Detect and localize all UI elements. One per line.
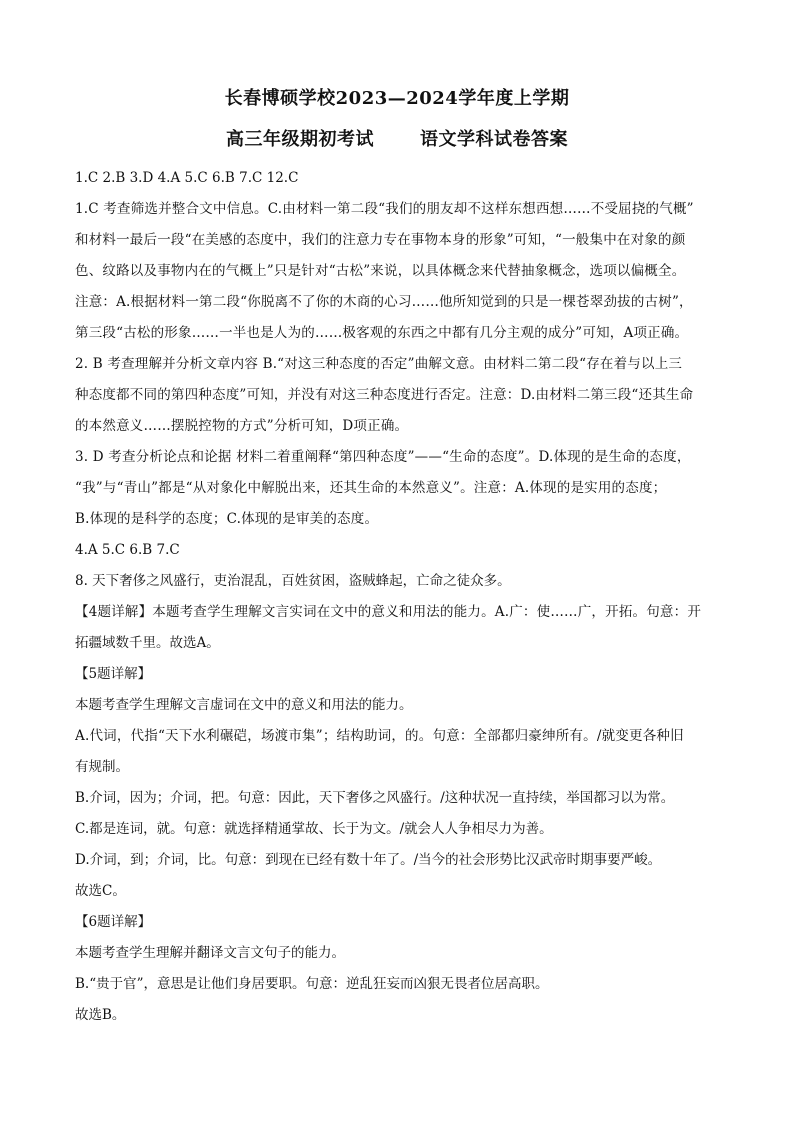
text-line: 的本然意义……摆脱控物的方式”分析可知，D项正确。 [75, 418, 409, 434]
text-line: 故选B。 [75, 1007, 126, 1023]
text-line: C.都是连词，就。句意：就选择精通掌故、长于为文。/就会人人争相尽力为善。 [75, 821, 553, 837]
subtitle-exam: 高三年级期初考试 [226, 129, 374, 150]
answer-body [75, 163, 725, 1031]
text-line: 1.C 考查筛选并整合文中信息。C.由材料一第二段“我们的朋友却不这样东想西想……不受屈挠的气概” [75, 201, 694, 217]
text-line: 色、纹路以及事物内在的气概上”只是针对“古松”来说，以具体概念来代替抽象概念，选项以偏概全。 [75, 263, 686, 279]
text-line: 【4题详解】本题考查学生理解文言实词在文中的意义和用法的能力。A.广：使……广，开拓。句意：开 [75, 604, 702, 620]
text-line: 第三段“古松的形象……一半也是人为的……极客观的东西之中都有几分主观的成分”可知，A项正确。 [75, 325, 689, 341]
subtitle-subject: 语文学科试卷答案 [420, 129, 568, 150]
text-line: “我”与“青山”都是“从对象化中解脱出来，还其生命的本然意义”。注意：A.体现的是实用的态度； [75, 480, 667, 496]
text-line: D.介词，到；介词，比。句意：到现在已经有数十年了。/当今的社会形势比汉武帝时期事要严峻。 [75, 852, 662, 868]
answer-key-line: 1.C 2.B 3.D 4.A 5.C 6.B 7.C 12.C [75, 170, 299, 186]
text-line: 2. B 考查理解并分析文章内容 B.“对这三种态度的否定”曲解文意。由材料二第二段“存在着与以上三 [75, 356, 683, 372]
text-line: 有规制。 [75, 759, 129, 775]
document-subtitle [0, 125, 794, 151]
text-line: 拓疆域数千里。故选A。 [75, 635, 220, 651]
text-line: B.“贵于官”，意思是让他们身居要职。句意：逆乱狂妄而凶狠无畏者位居高职。 [75, 976, 549, 992]
text-line: 8. 天下奢侈之风盛行，吏治混乱，百姓贫困，盗贼蜂起，亡命之徒众多。 [75, 573, 511, 589]
answer-key-line: 4.A 5.C 6.B 7.C [75, 542, 180, 558]
text-line: 种态度都不同的第四种态度”可知，并没有对这三种态度进行否定。注意：D.由材料二第三段“还其生命 [75, 387, 694, 403]
section-heading: 【5题详解】 [75, 666, 152, 682]
text-line: 和材料一最后一段“在美感的态度中，我们的注意力专在事物本身的形象”可知，“一般集中在对象的颜 [75, 232, 686, 248]
text-line: 本题考查学生理解并翻译文言文句子的能力。 [75, 945, 345, 961]
text-line: 3. D 考查分析论点和论据 材料二着重阐释“第四种态度”——“生命的态度”。D.体现的是生命的态度， [75, 449, 691, 465]
text-line: 故选C。 [75, 883, 126, 899]
section-heading: 【6题详解】 [75, 914, 152, 930]
text-line: B.介词，因为；介词，把。句意：因此，天下奢侈之风盛行。/这种状况一直持续，举国都习以为常。 [75, 790, 675, 806]
text-line: B.体现的是科学的态度；C.体现的是审美的态度。 [75, 511, 379, 527]
text-line: 注意：A.根据材料一第二段“你脱离不了你的木商的心习……他所知觉到的只是一棵苍翠劲拔的古树”， [75, 294, 693, 310]
text-line: A.代词，代指“天下水利碾硙，场渡市集”；结构助词，的。句意：全部都归豪绅所有。/就变更各种旧 [75, 728, 684, 744]
text-line: 本题考查学生理解文言虚词在文中的意义和用法的能力。 [75, 697, 413, 713]
document-title: 长春博硕学校2023—2024学年度上学期 [224, 88, 570, 109]
